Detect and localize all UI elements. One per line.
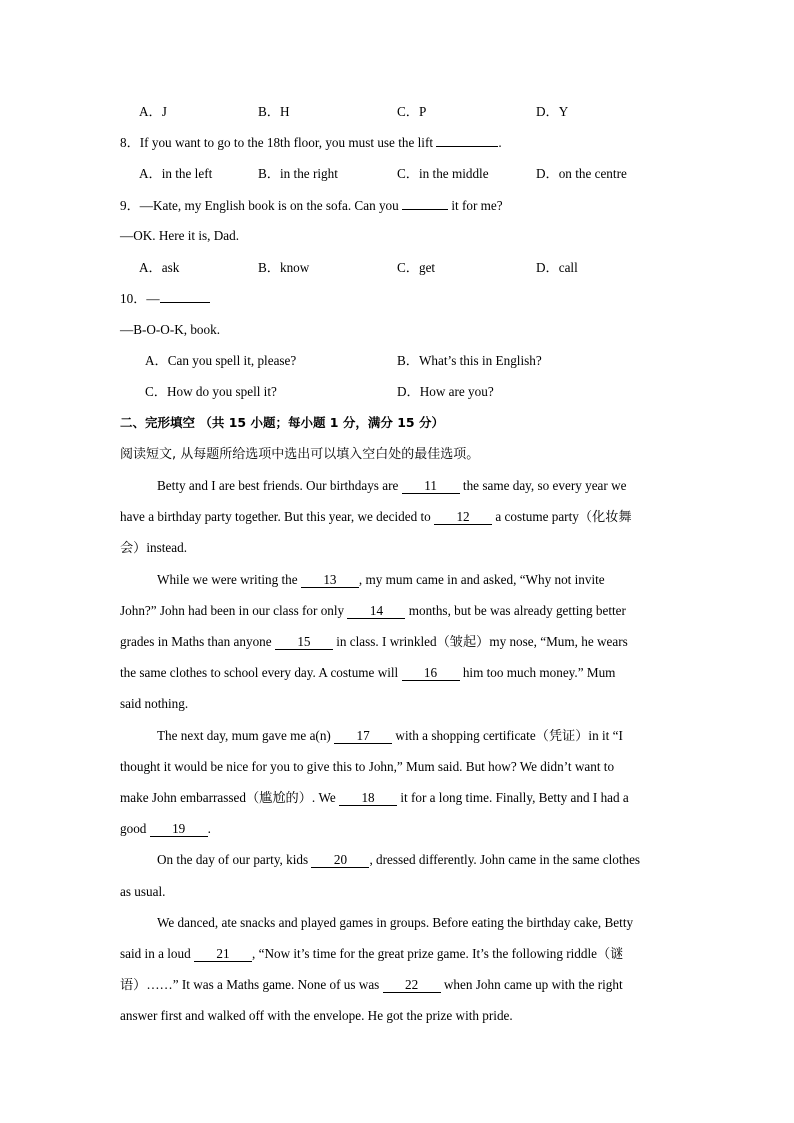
section-2-title: 二、完形填空 （共 15 小题；每小题 1 分，满分 15 分） xyxy=(120,415,444,430)
passage-text: , “Now it’s time for the great prize game. It’s the following riddle（谜 xyxy=(252,946,624,961)
q10-blank xyxy=(160,302,210,303)
passage-text: with a shopping certificate（凭证）in it “I xyxy=(392,728,623,743)
passage-text: the same clothes to school every day. A costume will xyxy=(120,665,402,680)
question-8-stem xyxy=(120,134,502,152)
passage-line xyxy=(120,633,628,651)
passage-text: . xyxy=(207,821,211,836)
passage-line xyxy=(120,664,615,682)
blank-13: 13 xyxy=(301,573,359,588)
q8-stem-end: . xyxy=(498,135,502,150)
question-10-stem xyxy=(120,290,210,308)
passage-text: , dressed differently. John came in the same clothes xyxy=(369,852,641,867)
passage-line: thought it would be nice for you to give this to John,” Mum said. But how? We didn’t want to xyxy=(120,759,615,774)
q10-option-c: C．How do you spell it? xyxy=(145,384,277,399)
passage-line: We danced, ate snacks and played games in groups. Before eating the birthday cake, Betty xyxy=(157,915,634,930)
q9-option-d: D．call xyxy=(536,260,578,275)
q8-option-c: C．in the middle xyxy=(397,166,489,181)
passage-line xyxy=(120,789,629,807)
q8-option-d: D．on the centre xyxy=(536,166,627,181)
blank-14: 14 xyxy=(347,604,405,619)
passage-text: a costume party（化妆舞 xyxy=(492,509,632,524)
q8-stem-text: 8．If you want to go to the 18th floor, you must use the lift xyxy=(120,135,437,150)
blank-22: 22 xyxy=(383,978,441,993)
passage-text: when John came up with the right xyxy=(440,977,623,992)
passage-line xyxy=(120,945,623,963)
blank-18: 18 xyxy=(339,791,397,806)
q7-option-b: B．H xyxy=(258,104,290,119)
q7-option-c: C．P xyxy=(397,104,427,119)
passage-text: make John embarrassed（尴尬的）. We xyxy=(120,790,340,805)
passage-text: months, but be was already getting better xyxy=(405,603,626,618)
blank-19: 19 xyxy=(150,822,208,837)
blank-21: 21 xyxy=(194,947,252,962)
q9-option-a: A．ask xyxy=(139,260,180,275)
q9-reply: —OK. Here it is, Dad. xyxy=(120,228,240,243)
passage-line xyxy=(120,602,626,620)
passage-text: it for a long time. Finally, Betty and I had a xyxy=(397,790,629,805)
q8-option-b: B．in the right xyxy=(258,166,338,181)
passage-line: answer first and walked off with the envelope. He got the prize with pride. xyxy=(120,1008,513,1023)
passage-line xyxy=(120,976,623,994)
passage-line: as usual. xyxy=(120,884,166,899)
q7-option-d: D．Y xyxy=(536,104,569,119)
passage-line xyxy=(120,508,632,526)
q8-option-a: A．in the left xyxy=(139,166,213,181)
passage-text: While we were writing the xyxy=(157,572,301,587)
passage-text: the same day, so every year we xyxy=(459,478,627,493)
q10-reply: —B-O-O-K, book. xyxy=(120,322,220,337)
passage-text: good xyxy=(120,821,150,836)
blank-20: 20 xyxy=(311,853,369,868)
passage-text: 语）……” It was a Maths game. None of us was xyxy=(120,977,383,992)
passage-line: said nothing. xyxy=(120,696,189,711)
blank-15: 15 xyxy=(275,635,333,650)
blank-17: 17 xyxy=(334,729,392,744)
passage-text: in class. I wrinkled（皱起）my nose, “Mum, he wears xyxy=(332,634,628,649)
passage-text: , my mum came in and asked, “Why not invite xyxy=(358,572,605,587)
passage-text: him too much money.” Mum xyxy=(459,665,616,680)
passage-text: On the day of our party, kids xyxy=(157,852,312,867)
passage-text: John?” John had been in our class for only xyxy=(120,603,348,618)
passage-line: 会）instead. xyxy=(120,540,188,555)
q9-blank xyxy=(402,209,448,210)
passage-line xyxy=(120,820,211,838)
blank-16: 16 xyxy=(402,666,460,681)
q9-option-c: C．get xyxy=(397,260,436,275)
passage-text: have a birthday party together. But this year, we decided to xyxy=(120,509,435,524)
passage-line xyxy=(157,727,623,745)
q9-stem-text: 9．—Kate, my English book is on the sofa. Can you xyxy=(120,198,403,213)
q9-stem-end: it for me? xyxy=(448,198,503,213)
section-2-instruction: 阅读短文, 从每题所给选项中选出可以填入空白处的最佳选项。 xyxy=(120,447,480,462)
q10-option-a: A．Can you spell it, please? xyxy=(145,353,297,368)
q10-option-b: B．What’s this in English? xyxy=(397,353,542,368)
passage-line xyxy=(157,571,605,589)
passage-line xyxy=(157,851,640,869)
question-9-stem xyxy=(120,197,503,215)
q7-option-a: A．J xyxy=(139,104,167,119)
blank-11: 11 xyxy=(402,479,460,494)
passage-line xyxy=(157,477,626,495)
passage-text: The next day, mum gave me a(n) xyxy=(157,728,335,743)
q10-option-d: D．How are you? xyxy=(397,384,494,399)
passage-text: Betty and I are best friends. Our birthdays are xyxy=(157,478,402,493)
q8-blank xyxy=(436,146,498,147)
passage-text: said in a loud xyxy=(120,946,194,961)
blank-12: 12 xyxy=(434,510,492,525)
passage-text: grades in Maths than anyone xyxy=(120,634,275,649)
q9-option-b: B．know xyxy=(258,260,310,275)
q10-stem-text: 10．— xyxy=(120,291,160,306)
